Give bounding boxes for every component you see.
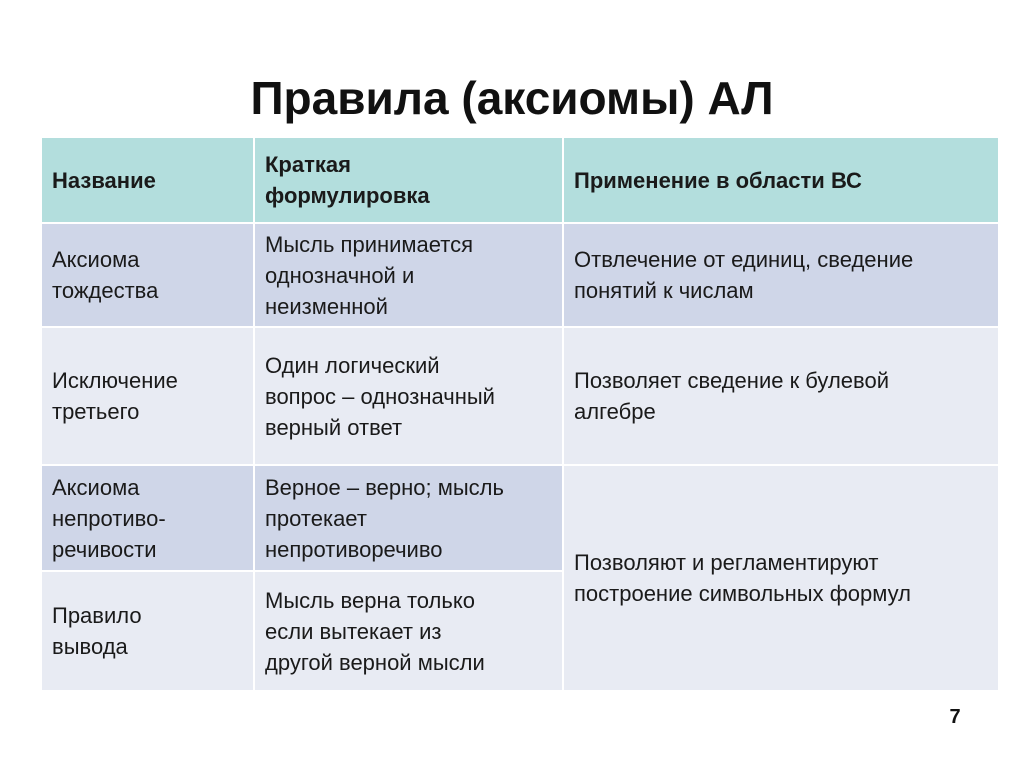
table-row bbox=[41, 223, 999, 327]
cell-formulation: Мысль верна только если вытекает из другой верной мысли bbox=[254, 571, 563, 691]
cell-application: Отвлечение от единиц, сведение понятий к числам bbox=[563, 223, 999, 327]
header-formulation: Краткая формулировка bbox=[254, 137, 563, 223]
cell-application-merged: Позволяют и регламентируют построение символьных формул bbox=[563, 465, 999, 691]
axioms-table bbox=[40, 136, 1000, 692]
table-row bbox=[41, 327, 999, 465]
cell-name: Исключение третьего bbox=[41, 327, 254, 465]
cell-formulation: Мысль принимается однозначной и неизменной bbox=[254, 223, 563, 327]
table-header-row bbox=[41, 137, 999, 223]
cell-formulation: Один логический вопрос – однозначный верный ответ bbox=[254, 327, 563, 465]
cell-name: Аксиома тождества bbox=[41, 223, 254, 327]
header-application: Применение в области ВС bbox=[563, 137, 999, 223]
slide-title: Правила (аксиомы) АЛ bbox=[250, 72, 774, 124]
cell-formulation: Верное – верно; мысль протекает непротиворечиво bbox=[254, 465, 563, 571]
cell-name: Аксиома непротиво- речивости bbox=[41, 465, 254, 571]
cell-name: Правило вывода bbox=[41, 571, 254, 691]
page-number: 7 bbox=[949, 706, 961, 728]
header-name: Название bbox=[41, 137, 254, 223]
cell-application: Позволяет сведение к булевой алгебре bbox=[563, 327, 999, 465]
table-row bbox=[41, 465, 999, 571]
